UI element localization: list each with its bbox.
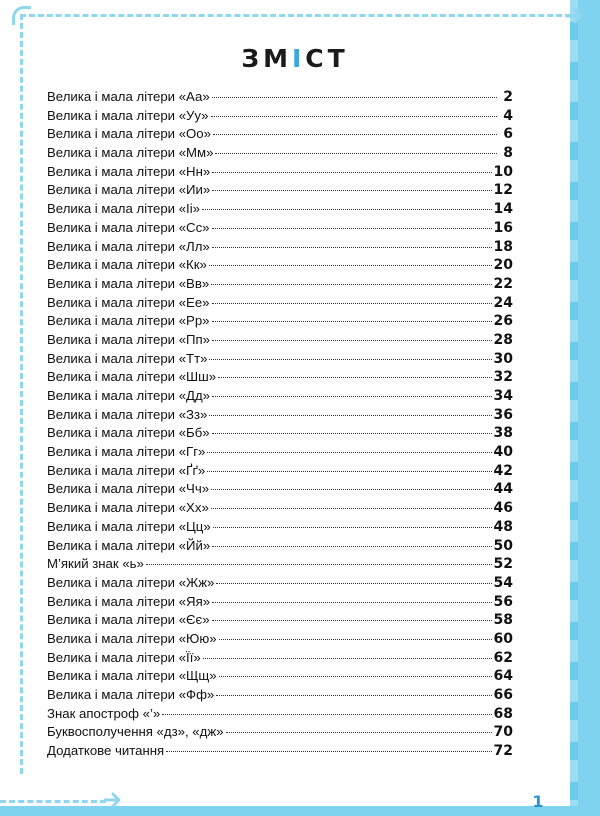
- toc-dot-leader: [207, 471, 491, 472]
- toc-entry-title: Велика і мала літери «Жж»: [47, 574, 215, 590]
- bottom-decorative-stripe: [0, 806, 600, 816]
- toc-dot-leader: [212, 340, 492, 341]
- toc-entry: [47, 220, 513, 239]
- toc-dot-leader: [212, 546, 491, 547]
- toc-entry-page: 30: [493, 350, 513, 367]
- toc-dot-leader: [209, 359, 491, 360]
- toc-entry-title: Велика і мала літери «Ее»: [47, 294, 210, 310]
- toc-entry: [47, 650, 513, 669]
- toc-entry-title: Велика і мала літери «Ґґ»: [47, 462, 206, 478]
- toc-entry-page: 36: [493, 406, 513, 423]
- toc-entry-page: 4: [503, 107, 513, 124]
- toc-entry: [47, 126, 513, 145]
- toc-dot-leader: [219, 676, 492, 677]
- page-title: [0, 44, 590, 73]
- arrow-right-icon: [104, 791, 122, 809]
- dashed-frame-left: [20, 14, 23, 774]
- toc-entry-title: Велика і мала літери «Оо»: [47, 126, 211, 142]
- toc-dot-leader: [211, 116, 497, 117]
- toc-dot-leader: [202, 209, 492, 210]
- toc-entry-page: 44: [493, 481, 513, 498]
- toc-entry: [47, 612, 513, 631]
- toc-entry-page: 48: [493, 518, 513, 535]
- toc-entry-page: 34: [493, 388, 513, 404]
- toc-entry-page: 18: [493, 238, 513, 255]
- toc-entry-page: 50: [493, 537, 513, 554]
- toc-dot-leader: [226, 732, 492, 733]
- toc-entry: [47, 556, 513, 575]
- toc-entry-title: Велика і мала літери «Кк»: [47, 257, 207, 273]
- toc-entry-title: Велика і мала літери «Вв»: [47, 275, 210, 291]
- toc-entry-page: 62: [493, 649, 513, 666]
- toc-entry-page: 70: [493, 724, 513, 741]
- toc-entry-title: Додаткове читання: [47, 743, 165, 759]
- toc-entry: [47, 108, 513, 127]
- toc-entry-title: Велика і мала літери «Фф»: [47, 687, 215, 702]
- toc-entry: [47, 369, 513, 388]
- toc-entry: [47, 538, 513, 557]
- title-part-before: ЗМ: [241, 44, 292, 73]
- toc-dot-leader: [213, 134, 497, 135]
- toc-dot-leader: [212, 303, 492, 304]
- toc-entry-title: Велика і мала літери «Яя»: [47, 593, 211, 609]
- toc-dot-leader: [212, 228, 492, 229]
- toc-entry-title: Велика і мала літери «Юю»: [47, 630, 217, 646]
- toc-entry-page: 20: [493, 257, 513, 274]
- toc-entry-title: Велика і мала літери «Гг»: [47, 444, 206, 460]
- toc-entry-title: Велика і мала літери «Чч»: [47, 481, 210, 497]
- toc-entry-title: Велика і мала літери «Цц»: [47, 518, 211, 534]
- toc-entry: [47, 481, 513, 500]
- toc-entry: [47, 332, 513, 351]
- toc-dot-leader: [212, 620, 492, 621]
- toc-entry-page: 2: [503, 89, 513, 105]
- toc-dot-leader: [166, 751, 491, 752]
- toc-dot-leader: [146, 564, 492, 565]
- toc-entry: [47, 89, 513, 108]
- toc-dot-leader: [211, 284, 491, 285]
- toc-entry: [47, 594, 513, 613]
- toc-entry-page: 26: [493, 313, 513, 330]
- toc-entry-page: 56: [493, 593, 513, 610]
- toc-entry-title: Буквосполучення «дз», «дж»: [47, 724, 224, 740]
- toc-entry-page: 72: [493, 743, 513, 760]
- toc-entry-page: 60: [493, 630, 513, 647]
- table-of-contents: [47, 89, 513, 762]
- toc-entry-title: Велика і мала літери «Ии»: [47, 182, 211, 198]
- toc-entry: [47, 407, 513, 426]
- toc-entry: [47, 295, 513, 314]
- toc-entry-title: Велика і мала літери «Іі»: [47, 201, 200, 217]
- toc-dot-leader: [212, 433, 492, 434]
- arrow-right-icon: [566, 8, 584, 24]
- toc-entry-title: Велика і мала літери «Щщ»: [47, 668, 217, 684]
- toc-entry-title: Велика і мала літери «Мм»: [47, 145, 214, 161]
- toc-entry: [47, 182, 513, 201]
- toc-entry-page: 8: [503, 145, 513, 162]
- toc-entry: [47, 575, 513, 594]
- toc-entry-page: 38: [493, 425, 513, 442]
- toc-entry-page: 32: [493, 369, 513, 386]
- toc-entry-title: Велика і мала літери «Зз»: [47, 406, 208, 422]
- toc-entry: [47, 500, 513, 519]
- toc-dot-leader: [209, 265, 492, 266]
- title-accent-letter: І: [291, 44, 306, 73]
- toc-entry: [47, 425, 513, 444]
- toc-entry: [47, 631, 513, 650]
- toc-dot-leader: [212, 247, 492, 248]
- toc-entry-title: Велика і мала літери «Сс»: [47, 219, 210, 235]
- toc-entry-page: 52: [493, 556, 513, 573]
- toc-dot-leader: [212, 321, 492, 322]
- toc-entry-page: 22: [493, 275, 513, 292]
- toc-entry: [47, 724, 513, 743]
- toc-entry: [47, 239, 513, 258]
- toc-entry-title: Велика і мала літери «Її»: [47, 649, 201, 665]
- dashed-frame-bottom: [0, 800, 106, 803]
- toc-entry-page: 10: [493, 163, 513, 180]
- toc-entry-page: 28: [493, 331, 513, 348]
- dashed-frame-top: [20, 14, 580, 17]
- toc-entry-title: Велика і мала літери «Рр»: [47, 313, 210, 329]
- toc-entry-page: 14: [493, 201, 513, 218]
- toc-dot-leader: [212, 97, 497, 98]
- toc-entry-title: М’який знак «ь»: [47, 556, 144, 572]
- toc-entry-title: Велика і мала літери «Бб»: [47, 425, 210, 441]
- toc-entry-title: Велика і мала літери «Хх»: [47, 500, 209, 516]
- toc-entry: [47, 164, 513, 183]
- toc-entry-title: Велика і мала літери «Лл»: [47, 238, 210, 254]
- toc-dot-leader: [211, 508, 492, 509]
- toc-entry-page: 16: [493, 219, 513, 236]
- toc-entry-page: 42: [493, 462, 513, 479]
- toc-entry-title: Велика і мала літери «Тт»: [47, 350, 208, 366]
- toc-entry-title: Велика і мала літери «Шш»: [47, 369, 217, 385]
- toc-entry: [47, 706, 513, 725]
- toc-entry: [47, 276, 513, 295]
- toc-entry-title: Велика і мала літери «Єє»: [47, 612, 210, 628]
- toc-dot-leader: [215, 153, 497, 154]
- toc-entry-page: 40: [493, 444, 513, 461]
- toc-entry-page: 12: [493, 182, 513, 199]
- title-part-after: СТ: [305, 44, 349, 73]
- toc-dot-leader: [216, 583, 491, 584]
- toc-dot-leader: [219, 639, 492, 640]
- toc-dot-leader: [218, 377, 491, 378]
- toc-entry-title: Велика і мала літери «Дд»: [47, 388, 211, 403]
- toc-entry: [47, 313, 513, 332]
- toc-entry-page: 46: [493, 500, 513, 517]
- toc-entry: [47, 519, 513, 538]
- right-decorative-stripe: [570, 0, 600, 816]
- toc-entry-title: Велика і мала літери «Йй»: [47, 537, 211, 553]
- toc-dot-leader: [211, 489, 491, 490]
- toc-entry: [47, 388, 513, 407]
- toc-entry-page: 58: [493, 612, 513, 629]
- toc-dot-leader: [216, 695, 491, 696]
- toc-dot-leader: [162, 714, 491, 715]
- toc-dot-leader: [212, 172, 491, 173]
- toc-dot-leader: [212, 190, 491, 191]
- toc-entry-page: 24: [493, 294, 513, 311]
- toc-entry-page: 66: [493, 687, 513, 703]
- toc-entry: [47, 687, 513, 706]
- toc-dot-leader: [203, 658, 492, 659]
- toc-entry: [47, 201, 513, 220]
- toc-entry-title: Знак апостроф «’»: [47, 705, 161, 721]
- toc-dot-leader: [212, 396, 492, 397]
- toc-entry: [47, 351, 513, 370]
- toc-entry: [47, 257, 513, 276]
- toc-entry: [47, 743, 513, 762]
- toc-entry: [47, 444, 513, 463]
- toc-entry-title: Велика і мала літери «Уу»: [47, 107, 209, 123]
- toc-entry-title: Велика і мала літери «Пп»: [47, 331, 211, 347]
- toc-dot-leader: [207, 452, 491, 453]
- toc-entry-title: Велика і мала літери «Нн»: [47, 163, 211, 179]
- toc-entry-page: 64: [493, 668, 513, 685]
- toc-entry: [47, 145, 513, 164]
- toc-entry-title: Велика і мала літери «Аа»: [47, 89, 210, 104]
- toc-entry-page: 68: [493, 705, 513, 722]
- toc-dot-leader: [209, 415, 491, 416]
- toc-dot-leader: [212, 602, 491, 603]
- toc-dot-leader: [213, 527, 492, 528]
- page-number: 1: [532, 792, 544, 811]
- toc-entry: [47, 463, 513, 482]
- toc-entry-page: 6: [503, 126, 513, 143]
- toc-entry-page: 54: [493, 574, 513, 591]
- toc-entry: [47, 668, 513, 687]
